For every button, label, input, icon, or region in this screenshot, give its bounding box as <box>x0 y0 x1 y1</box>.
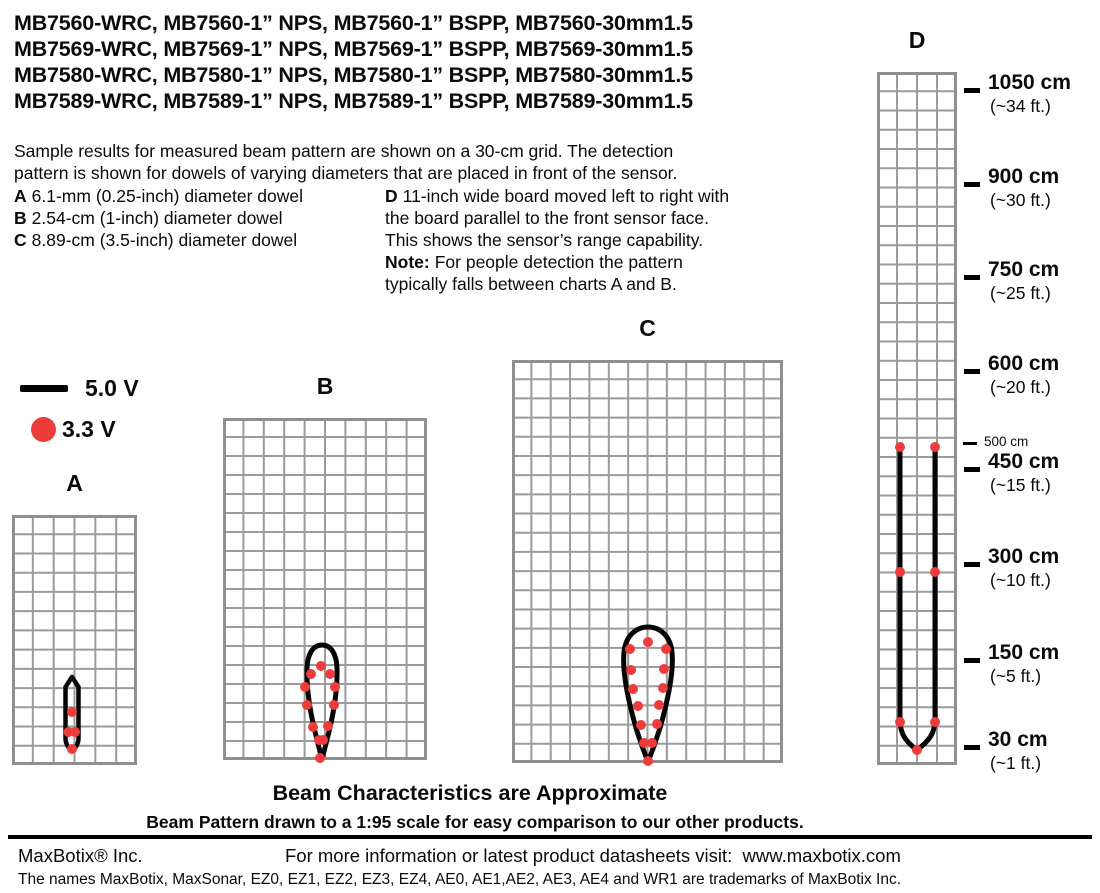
chart-label-a: A <box>66 470 83 496</box>
beam-chart-a <box>12 470 137 765</box>
chart-label-b: B <box>316 373 334 399</box>
scale-tick <box>964 745 980 750</box>
dowel-item-c <box>14 229 303 251</box>
dowel-text-a: 6.1-mm (0.25-inch) diameter dowel <box>31 186 303 206</box>
dowel-key-c: C <box>14 230 27 250</box>
board-line-2: the board parallel to the front sensor face. <box>385 208 709 228</box>
scale-label-cm: 300 cm <box>988 545 1060 568</box>
beam-dot-3v <box>895 717 905 727</box>
board-line-1 <box>385 185 729 207</box>
beam-outline-5v <box>900 448 917 750</box>
beam-dot-3v <box>628 684 638 694</box>
beam-dot-3v <box>659 664 669 674</box>
beam-dot-3v <box>661 644 671 654</box>
beam-dot-3v <box>323 721 333 731</box>
footer-divider <box>8 835 1092 839</box>
beam-dot-3v <box>308 722 318 732</box>
title-line-4: MB7589-WRC, MB7589-1” NPS, MB7589-1” BSPP, MB7589-30mm1.5 <box>14 89 693 113</box>
beam-dot-3v <box>67 707 77 717</box>
scale-label-cm: 900 cm <box>988 165 1060 188</box>
beam-dot-3v <box>329 700 339 710</box>
beam-dot-3v <box>70 727 80 737</box>
line-swatch-icon <box>20 385 68 392</box>
scale-label-ft: (~34 ft.) <box>990 96 1051 116</box>
description-line-2: pattern is shown for dowels of varying diameters that are placed in front of the sensor. <box>14 163 678 183</box>
beam-grid-b <box>223 418 427 760</box>
scale-tick <box>964 182 980 187</box>
board-description <box>385 185 729 295</box>
scale-tick <box>964 562 980 567</box>
dowel-item-b <box>14 207 303 229</box>
beam-dot-3v <box>647 738 657 748</box>
scale-label-cm: 150 cm <box>988 641 1060 664</box>
scale-label-cm: 30 cm <box>988 728 1048 751</box>
beam-dot-3v <box>325 669 335 679</box>
beam-dot-3v <box>643 756 653 766</box>
dowel-key-a: A <box>14 186 27 206</box>
product-title-block <box>14 10 693 114</box>
beam-dot-3v <box>625 644 635 654</box>
scale-tick <box>964 275 980 280</box>
dowel-text-c: 8.89-cm (3.5-inch) diameter dowel <box>31 230 298 250</box>
note-line-1 <box>385 251 729 273</box>
scale-caption: Beam Pattern drawn to a 1:95 scale for easy comparison to our other products. <box>146 812 804 832</box>
grid-lines <box>512 360 783 763</box>
beam-chart-c <box>512 315 783 763</box>
scale-label-cm: 750 cm <box>988 258 1060 281</box>
beam-dot-3v <box>643 637 653 647</box>
legend-row-5v <box>20 368 139 409</box>
scale-label-cm: 450 cm <box>988 450 1060 473</box>
beam-dot-3v <box>633 701 643 711</box>
board-text-1: 11-inch wide board moved left to right with <box>402 186 730 206</box>
title-line-2: MB7569-WRC, MB7569-1” NPS, MB7569-1” BSPP, MB7569-30mm1.5 <box>14 37 693 61</box>
scale-label-cm: 1050 cm <box>988 71 1071 94</box>
scale-tick <box>964 88 980 93</box>
chart-label-c: C <box>639 315 656 341</box>
scale-label-ft: (~30 ft.) <box>990 190 1051 210</box>
title-line-1: MB7560-WRC, MB7560-1” NPS, MB7560-1” BSPP, MB7560-30mm1.5 <box>14 11 693 35</box>
scale-minor-tick <box>963 442 977 445</box>
beam-dot-3v <box>302 700 312 710</box>
scale-label-ft: (~10 ft.) <box>990 570 1051 590</box>
beam-chart-b <box>223 373 427 760</box>
approx-caption: Beam Characteristics are Approximate <box>272 781 668 805</box>
scale-label-ft: (~5 ft.) <box>990 666 1042 686</box>
scale-tick <box>964 658 980 663</box>
scale-label-ft: (~1 ft.) <box>990 753 1042 773</box>
company-name: MaxBotix® Inc. <box>18 845 143 866</box>
description-line-1: Sample results for measured beam pattern are shown on a 30-cm grid. The detection <box>14 141 674 161</box>
beam-dot-3v <box>930 717 940 727</box>
grid-lines <box>223 418 427 760</box>
dowel-legend-list <box>14 185 303 251</box>
beam-dot-3v <box>315 753 325 763</box>
scale-tick <box>964 467 980 472</box>
beam-outline-5v <box>917 448 935 750</box>
beam-dot-3v <box>306 669 316 679</box>
dowel-text-b: 2.54-cm (1-inch) diameter dowel <box>31 208 283 228</box>
board-key-d: D <box>385 186 398 206</box>
title-line-3: MB7580-WRC, MB7580-1” NPS, MB7580-1” BSPP, MB7580-30mm1.5 <box>14 63 693 87</box>
beam-dot-3v <box>895 442 905 452</box>
scale-label-ft: (~20 ft.) <box>990 377 1051 397</box>
grid-lines <box>877 72 957 765</box>
beam-dot-3v <box>67 744 77 754</box>
beam-dot-3v <box>316 661 326 671</box>
beam-dot-3v <box>652 719 662 729</box>
beam-dot-3v <box>300 682 310 692</box>
beam-grid-a <box>12 515 137 765</box>
beam-dot-3v <box>895 567 905 577</box>
beam-dot-3v <box>318 735 328 745</box>
note-label: Note: <box>385 252 430 272</box>
beam-dot-3v <box>330 682 340 692</box>
beam-grid-d <box>877 72 957 765</box>
scale-label-ft: (~15 ft.) <box>990 475 1051 495</box>
beam-dot-3v <box>912 745 922 755</box>
note-text-1: For people detection the pattern <box>434 252 683 272</box>
chart-label-d: D <box>908 27 926 53</box>
board-line-3: This shows the sensor’s range capability. <box>385 230 704 250</box>
scale-label-cm: 600 cm <box>988 352 1060 375</box>
beam-dot-3v <box>930 442 940 452</box>
dowel-item-a <box>14 185 303 207</box>
scale-minor-label: 500 cm <box>984 434 1029 449</box>
beam-dot-3v <box>658 683 668 693</box>
beam-grid-c <box>512 360 783 763</box>
scale-tick <box>964 369 980 374</box>
legend-label-3v: 3.3 V <box>62 416 116 442</box>
note-line-2: typically falls between charts A and B. <box>385 274 677 294</box>
legend-label-5v: 5.0 V <box>85 375 139 401</box>
beam-chart-d <box>877 27 957 765</box>
info-link-text: For more information or latest product datasheets visit: www.maxbotix.com <box>285 845 901 866</box>
dot-swatch-icon <box>31 417 56 442</box>
beam-dot-3v <box>930 567 940 577</box>
legend-row-3v <box>20 409 139 450</box>
trademark-line: The names MaxBotix, MaxSonar, EZ0, EZ1, EZ2, EZ3, EZ4, AE0, AE1,AE2, AE3, AE4 and WR1 are trademarks of MaxBotix Inc. <box>18 871 902 888</box>
beam-dot-3v <box>626 665 636 675</box>
dowel-key-b: B <box>14 208 27 228</box>
beam-dot-3v <box>654 700 664 710</box>
beam-dot-3v <box>636 720 646 730</box>
voltage-legend <box>20 368 139 450</box>
scale-label-ft: (~25 ft.) <box>990 283 1051 303</box>
